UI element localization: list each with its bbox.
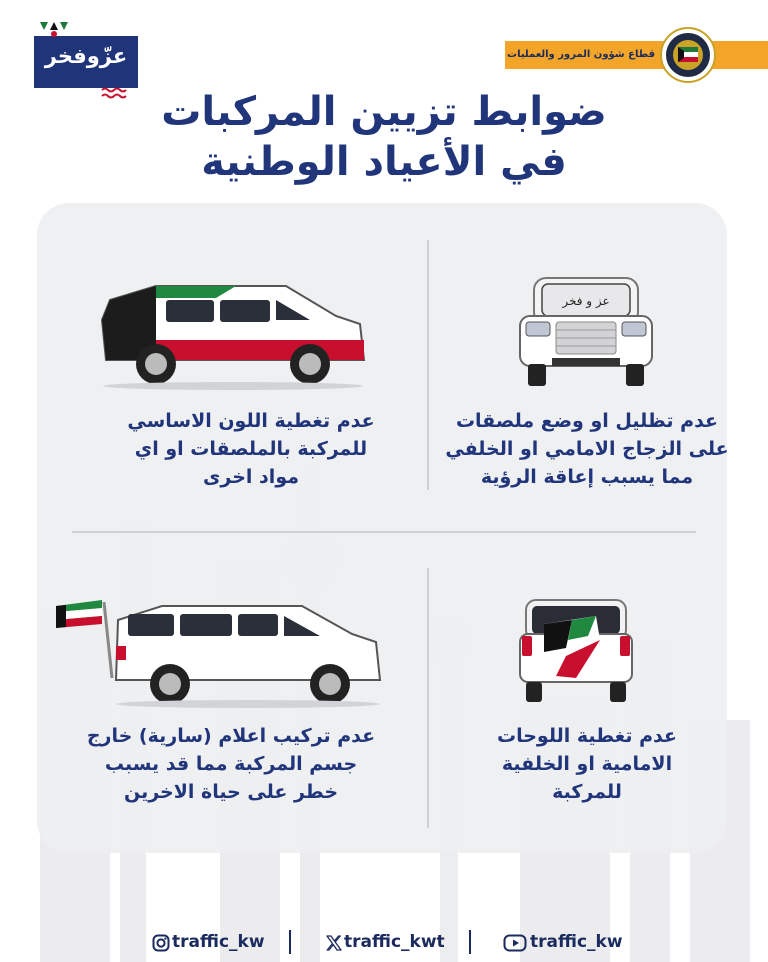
youtube-link[interactable]: traffic_kw xyxy=(530,932,623,952)
x-icon xyxy=(325,934,343,952)
rule-text-4: عدم تركيب اعلام (سارية) خارج جسم المركبة مما قد يسبب خطر على حياة الاخرين xyxy=(86,725,376,803)
svg-text:عز و فخر: عز و فخر xyxy=(562,294,610,308)
instagram-icon xyxy=(152,934,170,952)
youtube-icon xyxy=(503,934,527,952)
department-name: قطاع شؤون المرور والعمليات xyxy=(507,49,655,60)
social-footer xyxy=(0,928,768,956)
rule-text-3: عدم تغطية اللوحات الامامية او الخلفية للمركبة xyxy=(497,725,677,803)
logo-ornament-icon xyxy=(40,20,70,38)
horizontal-divider xyxy=(72,531,696,533)
page-title-line1: ضوابط تزيين المركبات xyxy=(161,89,607,135)
ministry-emblem-icon xyxy=(660,27,716,83)
page-title-line2: في الأعياد الوطنية xyxy=(201,139,567,185)
instagram-link[interactable]: traffic_kw xyxy=(172,932,265,952)
car-side-flag-wrap-icon xyxy=(96,280,370,392)
rule-text-1: عدم تظليل او وضع ملصقات على الزجاج الامامي او الخلفي مما يسبب إعاقة الرؤية xyxy=(445,410,729,488)
car-front-windshield-sticker-icon xyxy=(516,272,656,392)
car-rear-flag-plate-icon xyxy=(516,596,636,708)
footer-separator xyxy=(289,930,291,954)
campaign-logo-text: عزّوفخر xyxy=(44,44,128,68)
footer-separator xyxy=(469,930,471,954)
car-side-flagpole-icon xyxy=(52,598,386,710)
rule-text-2: عدم تغطية اللون الاساسي للمركبة بالملصقات او اي مواد اخرى xyxy=(127,410,375,488)
x-link[interactable]: traffic_kwt xyxy=(344,932,445,952)
vertical-divider-bottom xyxy=(427,568,429,828)
vertical-divider-top xyxy=(427,240,429,490)
